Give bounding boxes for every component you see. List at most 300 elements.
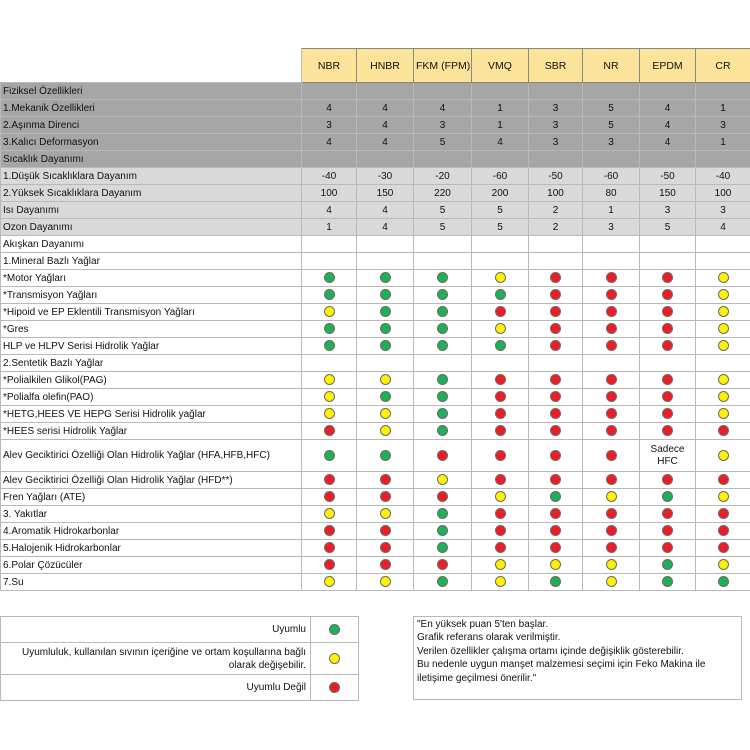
value-cell: 4 xyxy=(302,134,357,151)
table-row xyxy=(1,236,750,253)
yellow-dot-icon xyxy=(718,391,729,402)
value-cell: 4 xyxy=(357,219,414,236)
value-cell: 3 xyxy=(583,219,640,236)
header-corner xyxy=(1,49,302,83)
empty-cell xyxy=(583,355,640,372)
red-dot-icon xyxy=(718,508,729,519)
value-cell: 2 xyxy=(529,202,583,219)
rating-cell xyxy=(357,321,414,338)
red-dot-icon xyxy=(606,391,617,402)
rating-cell xyxy=(302,270,357,287)
yellow-dot-icon xyxy=(380,425,391,436)
value-cell: 3 xyxy=(414,117,472,134)
green-dot-icon xyxy=(380,450,391,461)
red-dot-icon xyxy=(324,474,335,485)
value-cell: 5 xyxy=(414,202,472,219)
value-cell: 5 xyxy=(640,219,696,236)
rating-cell xyxy=(529,489,583,506)
rating-cell xyxy=(640,338,696,355)
yellow-dot-icon xyxy=(606,491,617,502)
note-line: Grafik referans olarak verilmiştir. xyxy=(417,632,561,644)
rating-cell xyxy=(472,472,529,489)
rating-cell xyxy=(302,338,357,355)
table-row xyxy=(1,202,750,219)
red-dot-icon xyxy=(437,450,448,461)
yellow-dot-icon xyxy=(329,653,340,664)
rating-cell xyxy=(640,506,696,523)
value-cell: 5 xyxy=(414,219,472,236)
empty-cell xyxy=(696,151,750,168)
yellow-dot-icon xyxy=(495,323,506,334)
column-header: SBR xyxy=(529,49,583,83)
table-row xyxy=(1,372,750,389)
row-label: *HEES serisi Hidrolik Yağlar xyxy=(1,423,302,440)
red-dot-icon xyxy=(495,306,506,317)
table-row xyxy=(1,389,750,406)
value-cell: 3 xyxy=(640,202,696,219)
yellow-dot-icon xyxy=(606,576,617,587)
table-row xyxy=(1,134,750,151)
empty-cell xyxy=(302,236,357,253)
red-dot-icon xyxy=(550,525,561,536)
empty-cell xyxy=(472,83,529,100)
red-dot-icon xyxy=(662,374,673,385)
yellow-dot-icon xyxy=(718,408,729,419)
rating-cell xyxy=(357,270,414,287)
yellow-dot-icon xyxy=(380,374,391,385)
red-dot-icon xyxy=(662,306,673,317)
rating-cell xyxy=(472,489,529,506)
rating-cell xyxy=(302,574,357,591)
rating-cell xyxy=(472,372,529,389)
red-dot-icon xyxy=(662,289,673,300)
rating-cell xyxy=(696,372,750,389)
rating-cell xyxy=(583,440,640,472)
value-cell: 4 xyxy=(696,219,750,236)
row-label: Ozon Dayanımı xyxy=(1,219,302,236)
rating-cell xyxy=(302,321,357,338)
yellow-dot-icon xyxy=(324,374,335,385)
row-label: *HETG,HEES VE HEPG Serisi Hidrolik yağlar xyxy=(1,406,302,423)
red-dot-icon xyxy=(324,542,335,553)
empty-cell xyxy=(640,355,696,372)
green-dot-icon xyxy=(380,391,391,402)
green-dot-icon xyxy=(380,323,391,334)
rating-cell xyxy=(302,489,357,506)
row-label: *Polialkilen Glikol(PAG) xyxy=(1,372,302,389)
rating-cell xyxy=(472,338,529,355)
rating-cell xyxy=(640,489,696,506)
green-dot-icon xyxy=(437,525,448,536)
red-dot-icon xyxy=(662,425,673,436)
rating-cell xyxy=(696,523,750,540)
green-dot-icon xyxy=(437,323,448,334)
empty-cell xyxy=(357,151,414,168)
value-cell: -60 xyxy=(583,168,640,185)
red-dot-icon xyxy=(662,508,673,519)
rating-cell xyxy=(472,523,529,540)
empty-cell xyxy=(696,236,750,253)
red-dot-icon xyxy=(550,425,561,436)
empty-cell xyxy=(357,83,414,100)
value-cell: 1 xyxy=(696,134,750,151)
green-dot-icon xyxy=(437,391,448,402)
empty-cell xyxy=(414,355,472,372)
empty-cell xyxy=(529,253,583,270)
yellow-dot-icon xyxy=(495,491,506,502)
rating-cell xyxy=(302,472,357,489)
empty-cell xyxy=(583,83,640,100)
value-cell: 100 xyxy=(529,185,583,202)
rating-cell xyxy=(357,406,414,423)
rating-cell xyxy=(302,372,357,389)
value-cell: -40 xyxy=(696,168,750,185)
rating-cell xyxy=(529,523,583,540)
yellow-dot-icon xyxy=(718,272,729,283)
rating-cell xyxy=(472,540,529,557)
rating-cell xyxy=(640,472,696,489)
note-line: "En yüksek puan 5'ten başlar. xyxy=(417,619,549,630)
rating-cell xyxy=(696,338,750,355)
table-row xyxy=(1,338,750,355)
rating-cell xyxy=(414,506,472,523)
empty-cell xyxy=(640,236,696,253)
rating-cell xyxy=(357,557,414,574)
yellow-dot-icon xyxy=(324,306,335,317)
rating-cell xyxy=(696,440,750,472)
empty-cell xyxy=(529,83,583,100)
rating-cell xyxy=(357,472,414,489)
note-box xyxy=(413,616,742,700)
table-row xyxy=(1,557,750,574)
red-dot-icon xyxy=(324,559,335,570)
value-cell: 4 xyxy=(414,100,472,117)
rating-cell xyxy=(640,270,696,287)
table-row xyxy=(1,489,750,506)
row-label: 5.Halojenik Hidrokarbonlar xyxy=(1,540,302,557)
red-dot-icon xyxy=(606,340,617,351)
rating-cell xyxy=(583,489,640,506)
rating-cell xyxy=(640,523,696,540)
green-dot-icon xyxy=(437,542,448,553)
value-cell: -50 xyxy=(640,168,696,185)
rating-cell xyxy=(583,321,640,338)
value-cell: 100 xyxy=(696,185,750,202)
red-dot-icon xyxy=(550,391,561,402)
rating-cell xyxy=(472,304,529,321)
rating-cell xyxy=(472,270,529,287)
rating-cell xyxy=(414,304,472,321)
green-dot-icon xyxy=(437,374,448,385)
table-row xyxy=(1,321,750,338)
red-dot-icon xyxy=(662,542,673,553)
value-cell: 3 xyxy=(302,117,357,134)
red-dot-icon xyxy=(380,474,391,485)
rating-cell xyxy=(529,472,583,489)
row-label: Alev Geciktirici Özelliği Olan Hidrolik Yağlar (HFA,HFB,HFC) xyxy=(1,440,302,472)
red-dot-icon xyxy=(380,491,391,502)
rating-cell xyxy=(696,270,750,287)
value-cell: 4 xyxy=(302,202,357,219)
rating-cell xyxy=(583,338,640,355)
green-dot-icon xyxy=(437,408,448,419)
red-dot-icon xyxy=(606,323,617,334)
rating-cell xyxy=(414,423,472,440)
value-cell: 3 xyxy=(696,202,750,219)
green-dot-icon xyxy=(437,289,448,300)
red-dot-icon xyxy=(495,525,506,536)
table-row xyxy=(1,523,750,540)
rating-cell xyxy=(696,287,750,304)
empty-cell xyxy=(640,151,696,168)
rating-cell xyxy=(472,406,529,423)
yellow-dot-icon xyxy=(380,408,391,419)
red-dot-icon xyxy=(550,306,561,317)
green-dot-icon xyxy=(437,306,448,317)
green-dot-icon xyxy=(550,491,561,502)
green-dot-icon xyxy=(662,559,673,570)
value-cell: 3 xyxy=(696,117,750,134)
table-row xyxy=(1,117,750,134)
legend-label-incompatible: Uyumlu Değil xyxy=(1,675,311,701)
rating-cell xyxy=(696,389,750,406)
red-dot-icon xyxy=(495,542,506,553)
rating-cell xyxy=(302,389,357,406)
note-line: Verilen özellikler çalışma ortamı içinde değişiklik gösterebilir. xyxy=(417,645,684,657)
rating-cell xyxy=(529,506,583,523)
rating-cell xyxy=(583,540,640,557)
rating-cell xyxy=(583,423,640,440)
row-label: *Polialfa olefin(PAO) xyxy=(1,389,302,406)
rating-cell xyxy=(302,304,357,321)
red-dot-icon xyxy=(495,474,506,485)
rating-cell xyxy=(640,287,696,304)
empty-cell xyxy=(640,83,696,100)
empty-cell xyxy=(583,253,640,270)
rating-cell xyxy=(302,540,357,557)
rating-cell xyxy=(696,304,750,321)
rating-cell xyxy=(414,574,472,591)
column-header: VMQ xyxy=(472,49,529,83)
red-dot-icon xyxy=(662,323,673,334)
row-label: 2.Yüksek Sıcaklıklara Dayanım xyxy=(1,185,302,202)
green-dot-icon xyxy=(324,450,335,461)
rating-cell xyxy=(414,389,472,406)
yellow-dot-icon xyxy=(718,450,729,461)
red-dot-icon xyxy=(550,474,561,485)
green-dot-icon xyxy=(380,289,391,300)
red-dot-icon xyxy=(550,408,561,419)
rating-cell xyxy=(357,540,414,557)
rating-cell xyxy=(357,489,414,506)
green-dot-icon xyxy=(437,425,448,436)
column-header: NBR xyxy=(302,49,357,83)
empty-cell xyxy=(583,236,640,253)
rating-cell xyxy=(414,372,472,389)
red-dot-icon xyxy=(606,508,617,519)
column-header: NR xyxy=(583,49,640,83)
rating-cell xyxy=(640,389,696,406)
table-row xyxy=(1,168,750,185)
note-line: Bu nedenle uygun manşet malzemesi seçimi için Feko Makina ile xyxy=(417,659,706,671)
green-dot-icon xyxy=(324,289,335,300)
red-dot-icon xyxy=(380,559,391,570)
legend-row-compatible xyxy=(1,617,359,643)
row-label: *Motor Yağları xyxy=(1,270,302,287)
rating-cell xyxy=(414,321,472,338)
table-row xyxy=(1,287,750,304)
rating-cell xyxy=(414,523,472,540)
empty-cell xyxy=(529,355,583,372)
value-cell: 4 xyxy=(302,100,357,117)
value-cell: -60 xyxy=(472,168,529,185)
rating-cell xyxy=(472,506,529,523)
red-dot-icon xyxy=(606,425,617,436)
empty-cell xyxy=(640,253,696,270)
red-dot-icon xyxy=(718,425,729,436)
rating-cell xyxy=(357,304,414,321)
rating-cell xyxy=(414,557,472,574)
value-cell: 3 xyxy=(529,100,583,117)
red-dot-icon xyxy=(550,508,561,519)
red-dot-icon xyxy=(329,682,340,693)
value-cell: 200 xyxy=(472,185,529,202)
yellow-dot-icon xyxy=(718,559,729,570)
legend-dot-compatible xyxy=(311,617,359,643)
table-row xyxy=(1,219,750,236)
empty-cell xyxy=(357,236,414,253)
row-label: *Gres xyxy=(1,321,302,338)
green-dot-icon xyxy=(495,340,506,351)
row-label: 6.Polar Çözücüler xyxy=(1,557,302,574)
empty-cell xyxy=(472,355,529,372)
red-dot-icon xyxy=(606,272,617,283)
row-label: Fiziksel Özellikleri xyxy=(1,83,302,100)
rating-cell xyxy=(302,523,357,540)
value-cell: 4 xyxy=(640,134,696,151)
value-cell: 5 xyxy=(472,202,529,219)
rating-cell xyxy=(472,423,529,440)
red-dot-icon xyxy=(550,450,561,461)
rating-cell xyxy=(640,574,696,591)
empty-cell xyxy=(472,151,529,168)
rating-cell xyxy=(529,321,583,338)
green-dot-icon xyxy=(380,272,391,283)
empty-cell xyxy=(472,253,529,270)
green-dot-icon xyxy=(662,491,673,502)
empty-cell xyxy=(414,253,472,270)
row-label: *Transmisyon Yağları xyxy=(1,287,302,304)
rating-cell xyxy=(696,557,750,574)
special-note-text: Sadece HFC xyxy=(650,443,685,467)
red-dot-icon xyxy=(380,542,391,553)
rating-cell xyxy=(472,389,529,406)
row-label: 1.Düşük Sıcaklıklara Dayanım xyxy=(1,168,302,185)
row-label: Fren Yağları (ATE) xyxy=(1,489,302,506)
column-header: FKM (FPM) xyxy=(414,49,472,83)
yellow-dot-icon xyxy=(324,576,335,587)
rating-cell xyxy=(357,287,414,304)
value-cell: 4 xyxy=(472,134,529,151)
rating-cell xyxy=(696,489,750,506)
table-row xyxy=(1,440,750,472)
value-cell: 3 xyxy=(529,117,583,134)
rating-cell xyxy=(302,406,357,423)
value-cell: 4 xyxy=(640,100,696,117)
compatibility-table-container xyxy=(0,48,750,591)
value-cell: 5 xyxy=(414,134,472,151)
column-header: CR xyxy=(696,49,750,83)
empty-cell xyxy=(696,253,750,270)
red-dot-icon xyxy=(550,374,561,385)
empty-cell xyxy=(357,355,414,372)
row-label: 4.Aromatik Hidrokarbonlar xyxy=(1,523,302,540)
red-dot-icon xyxy=(495,374,506,385)
value-cell: 4 xyxy=(357,134,414,151)
rating-cell xyxy=(529,372,583,389)
red-dot-icon xyxy=(606,408,617,419)
yellow-dot-icon xyxy=(718,306,729,317)
green-dot-icon xyxy=(718,576,729,587)
green-dot-icon xyxy=(437,576,448,587)
table-row xyxy=(1,355,750,372)
yellow-dot-icon xyxy=(718,491,729,502)
yellow-dot-icon xyxy=(324,408,335,419)
rating-cell xyxy=(696,540,750,557)
red-dot-icon xyxy=(718,474,729,485)
red-dot-icon xyxy=(662,525,673,536)
red-dot-icon xyxy=(662,272,673,283)
empty-cell xyxy=(414,83,472,100)
red-dot-icon xyxy=(380,525,391,536)
legend-dot-incompatible xyxy=(311,675,359,701)
rating-cell xyxy=(414,338,472,355)
yellow-dot-icon xyxy=(495,272,506,283)
rating-cell xyxy=(529,440,583,472)
row-label: *Hipoid ve EP Eklentili Transmisyon Yağları xyxy=(1,304,302,321)
rating-cell xyxy=(529,389,583,406)
rating-cell xyxy=(529,423,583,440)
table-row xyxy=(1,253,750,270)
red-dot-icon xyxy=(718,542,729,553)
legend-dot-conditional xyxy=(311,643,359,675)
row-label: 3.Kalıcı Deformasyon xyxy=(1,134,302,151)
value-cell: 1 xyxy=(472,100,529,117)
red-dot-icon xyxy=(437,491,448,502)
rating-cell xyxy=(529,406,583,423)
table-row xyxy=(1,540,750,557)
rating-cell xyxy=(583,304,640,321)
yellow-dot-icon xyxy=(437,474,448,485)
empty-cell xyxy=(414,236,472,253)
rating-cell xyxy=(529,338,583,355)
red-dot-icon xyxy=(550,542,561,553)
empty-cell xyxy=(529,151,583,168)
rating-cell xyxy=(357,440,414,472)
value-cell: 5 xyxy=(583,117,640,134)
value-cell: 1 xyxy=(583,202,640,219)
rating-cell xyxy=(472,574,529,591)
red-dot-icon xyxy=(550,272,561,283)
rating-cell xyxy=(414,489,472,506)
green-dot-icon xyxy=(550,576,561,587)
row-label: 3. Yakıtlar xyxy=(1,506,302,523)
green-dot-icon xyxy=(380,306,391,317)
value-cell: 3 xyxy=(529,134,583,151)
rating-cell xyxy=(583,406,640,423)
red-dot-icon xyxy=(606,525,617,536)
compatibility-table xyxy=(0,48,750,591)
